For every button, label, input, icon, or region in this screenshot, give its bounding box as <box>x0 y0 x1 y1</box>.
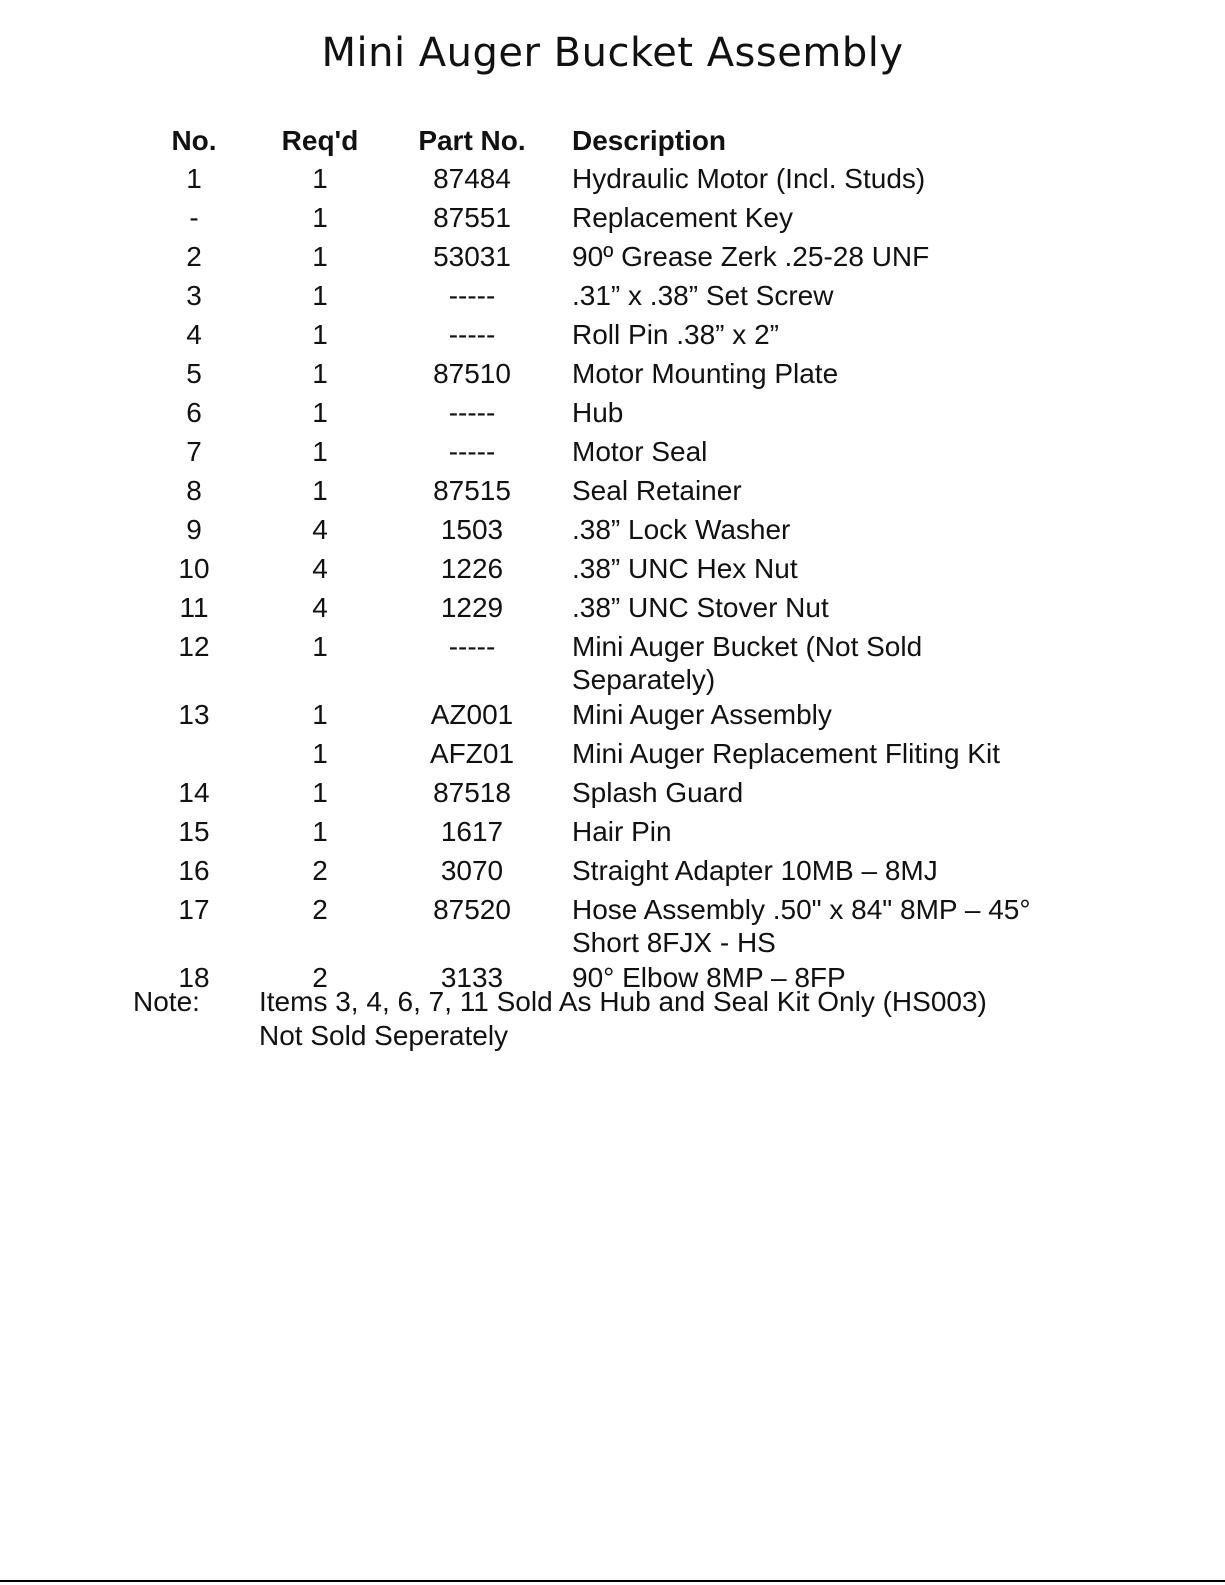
table-row <box>150 511 1072 550</box>
note-line-2: Not Sold Seperately <box>259 1020 509 1051</box>
cell-gap <box>542 813 572 852</box>
cell-description: 90° Elbow 8MP – 8FP <box>572 962 846 993</box>
note-line-1: Items 3, 4, 6, 7, 11 Sold As Hub and Seal Kit Only (HS003) <box>259 986 987 1017</box>
cell-description: Roll Pin .38” x 2” <box>572 319 779 350</box>
cell-description: Motor Mounting Plate <box>572 358 839 389</box>
cell-reqd: 4 <box>312 553 328 584</box>
cell-no: 3 <box>186 280 202 311</box>
cell-gap <box>542 316 572 355</box>
cell-no: 11 <box>179 592 209 623</box>
cell-description: Mini Auger Bucket (Not Sold Separately) <box>572 631 923 695</box>
cell-reqd: 4 <box>312 592 328 623</box>
cell-gap <box>542 199 572 238</box>
cell-part-no: 87515 <box>433 475 511 506</box>
note-text <box>259 985 987 1053</box>
cell-description: Hub <box>572 397 624 428</box>
cell-part-no: 87520 <box>433 894 511 925</box>
table-row <box>150 277 1072 316</box>
cell-reqd: 1 <box>312 475 328 506</box>
cell-reqd: 1 <box>312 777 328 808</box>
cell-no: 8 <box>186 475 202 506</box>
cell-part-no: 53031 <box>433 241 511 272</box>
cell-no: 15 <box>178 816 210 847</box>
table-row <box>150 433 1072 472</box>
cell-gap <box>542 891 572 959</box>
header-gap <box>542 122 572 160</box>
cell-description: .38” UNC Hex Nut <box>572 553 798 584</box>
note-block <box>133 985 987 1053</box>
header-description: Description <box>572 125 727 156</box>
cell-part-no: 3070 <box>440 855 504 886</box>
cell-part-no: 1503 <box>440 514 504 545</box>
cell-part-no: 87484 <box>433 163 511 194</box>
parts-table-body <box>150 160 1072 998</box>
cell-gap <box>542 238 572 277</box>
cell-description: .38” Lock Washer <box>572 514 791 545</box>
cell-gap <box>542 550 572 589</box>
header-reqd: Req'd <box>281 125 359 156</box>
cell-description: Hair Pin <box>572 816 672 847</box>
cell-part-no: 1229 <box>440 592 504 623</box>
cell-reqd: 1 <box>312 202 328 233</box>
cell-no: - <box>189 202 199 233</box>
cell-no: 14 <box>178 777 210 808</box>
cell-description: Straight Adapter 10MB – 8MJ <box>572 855 938 886</box>
cell-reqd: 1 <box>312 319 328 350</box>
cell-reqd: 1 <box>312 816 328 847</box>
cell-description: .31” x .38” Set Screw <box>572 280 834 311</box>
cell-reqd: 2 <box>312 962 328 993</box>
cell-reqd: 1 <box>312 436 328 467</box>
cell-no: 18 <box>178 962 210 993</box>
cell-reqd: 1 <box>312 738 328 769</box>
table-row <box>150 696 1072 735</box>
cell-part-no: 1617 <box>440 816 504 847</box>
cell-part-no: AFZ01 <box>429 738 515 769</box>
cell-no: 1 <box>186 163 202 194</box>
cell-description: Hose Assembly .50" x 84" 8MP – 45° Short 8FJX - HS <box>572 894 1031 958</box>
cell-part-no: ----- <box>448 631 496 662</box>
cell-part-no: ----- <box>448 319 496 350</box>
table-row <box>150 813 1072 852</box>
cell-gap <box>542 472 572 511</box>
table-row <box>150 550 1072 589</box>
cell-reqd: 2 <box>312 855 328 886</box>
cell-no: 6 <box>186 397 202 428</box>
cell-no: 4 <box>186 319 202 350</box>
cell-part-no: AZ001 <box>430 699 514 730</box>
cell-no <box>150 735 238 774</box>
table-row <box>150 316 1072 355</box>
cell-description: .38” UNC Stover Nut <box>572 592 829 623</box>
table-row <box>150 891 1072 959</box>
cell-gap <box>542 696 572 735</box>
cell-no: 7 <box>186 436 202 467</box>
cell-description: Seal Retainer <box>572 475 742 506</box>
parts-table-header <box>150 122 1072 160</box>
cell-gap <box>542 355 572 394</box>
table-row <box>150 355 1072 394</box>
page-title: Mini Auger Bucket Assembly <box>321 30 904 76</box>
cell-reqd: 1 <box>312 280 328 311</box>
cell-part-no: 87518 <box>433 777 511 808</box>
cell-reqd: 1 <box>312 699 328 730</box>
bottom-rule <box>0 1580 1225 1582</box>
cell-part-no: 87510 <box>433 358 511 389</box>
cell-gap <box>542 852 572 891</box>
table-row <box>150 589 1072 628</box>
cell-reqd: 1 <box>312 631 328 662</box>
table-row <box>150 735 1072 774</box>
cell-description: Hydraulic Motor (Incl. Studs) <box>572 163 926 194</box>
header-no: No. <box>171 125 217 156</box>
header-row <box>150 122 1072 160</box>
cell-gap <box>542 628 572 696</box>
parts-table <box>150 122 1072 998</box>
cell-reqd: 1 <box>312 358 328 389</box>
cell-gap <box>542 589 572 628</box>
cell-no: 5 <box>186 358 202 389</box>
cell-no: 9 <box>186 514 202 545</box>
cell-gap <box>542 735 572 774</box>
cell-gap <box>542 774 572 813</box>
cell-description: Mini Auger Assembly <box>572 699 832 730</box>
cell-no: 16 <box>178 855 210 886</box>
cell-description: Motor Seal <box>572 436 708 467</box>
cell-reqd: 2 <box>312 894 328 925</box>
cell-part-no: 3133 <box>440 962 504 993</box>
cell-gap <box>542 160 572 199</box>
cell-no: 10 <box>178 553 210 584</box>
cell-part-no: ----- <box>448 397 496 428</box>
table-row <box>150 628 1072 696</box>
cell-description: 90º Grease Zerk .25-28 UNF <box>572 241 930 272</box>
table-row <box>150 199 1072 238</box>
table-row <box>150 774 1072 813</box>
cell-no: 17 <box>178 894 210 925</box>
cell-part-no: ----- <box>448 436 496 467</box>
cell-no: 13 <box>178 699 210 730</box>
cell-part-no: 1226 <box>440 553 504 584</box>
header-part-no: Part No. <box>418 125 526 156</box>
table-row <box>150 238 1072 277</box>
cell-reqd: 1 <box>312 241 328 272</box>
cell-description: Mini Auger Replacement Fliting Kit <box>572 738 1000 769</box>
table-row <box>150 852 1072 891</box>
note-label: Note: <box>133 986 200 1017</box>
cell-no: 12 <box>178 631 210 662</box>
cell-part-no: 87551 <box>433 202 511 233</box>
cell-no: 2 <box>186 241 202 272</box>
cell-gap <box>542 433 572 472</box>
cell-gap <box>542 394 572 433</box>
cell-gap <box>542 511 572 550</box>
cell-reqd: 4 <box>312 514 328 545</box>
table-row <box>150 160 1072 199</box>
table-row <box>150 472 1072 511</box>
cell-reqd: 1 <box>312 163 328 194</box>
cell-reqd: 1 <box>312 397 328 428</box>
cell-description: Replacement Key <box>572 202 794 233</box>
table-row <box>150 394 1072 433</box>
cell-part-no: ----- <box>448 280 496 311</box>
cell-gap <box>542 277 572 316</box>
cell-description: Splash Guard <box>572 777 744 808</box>
